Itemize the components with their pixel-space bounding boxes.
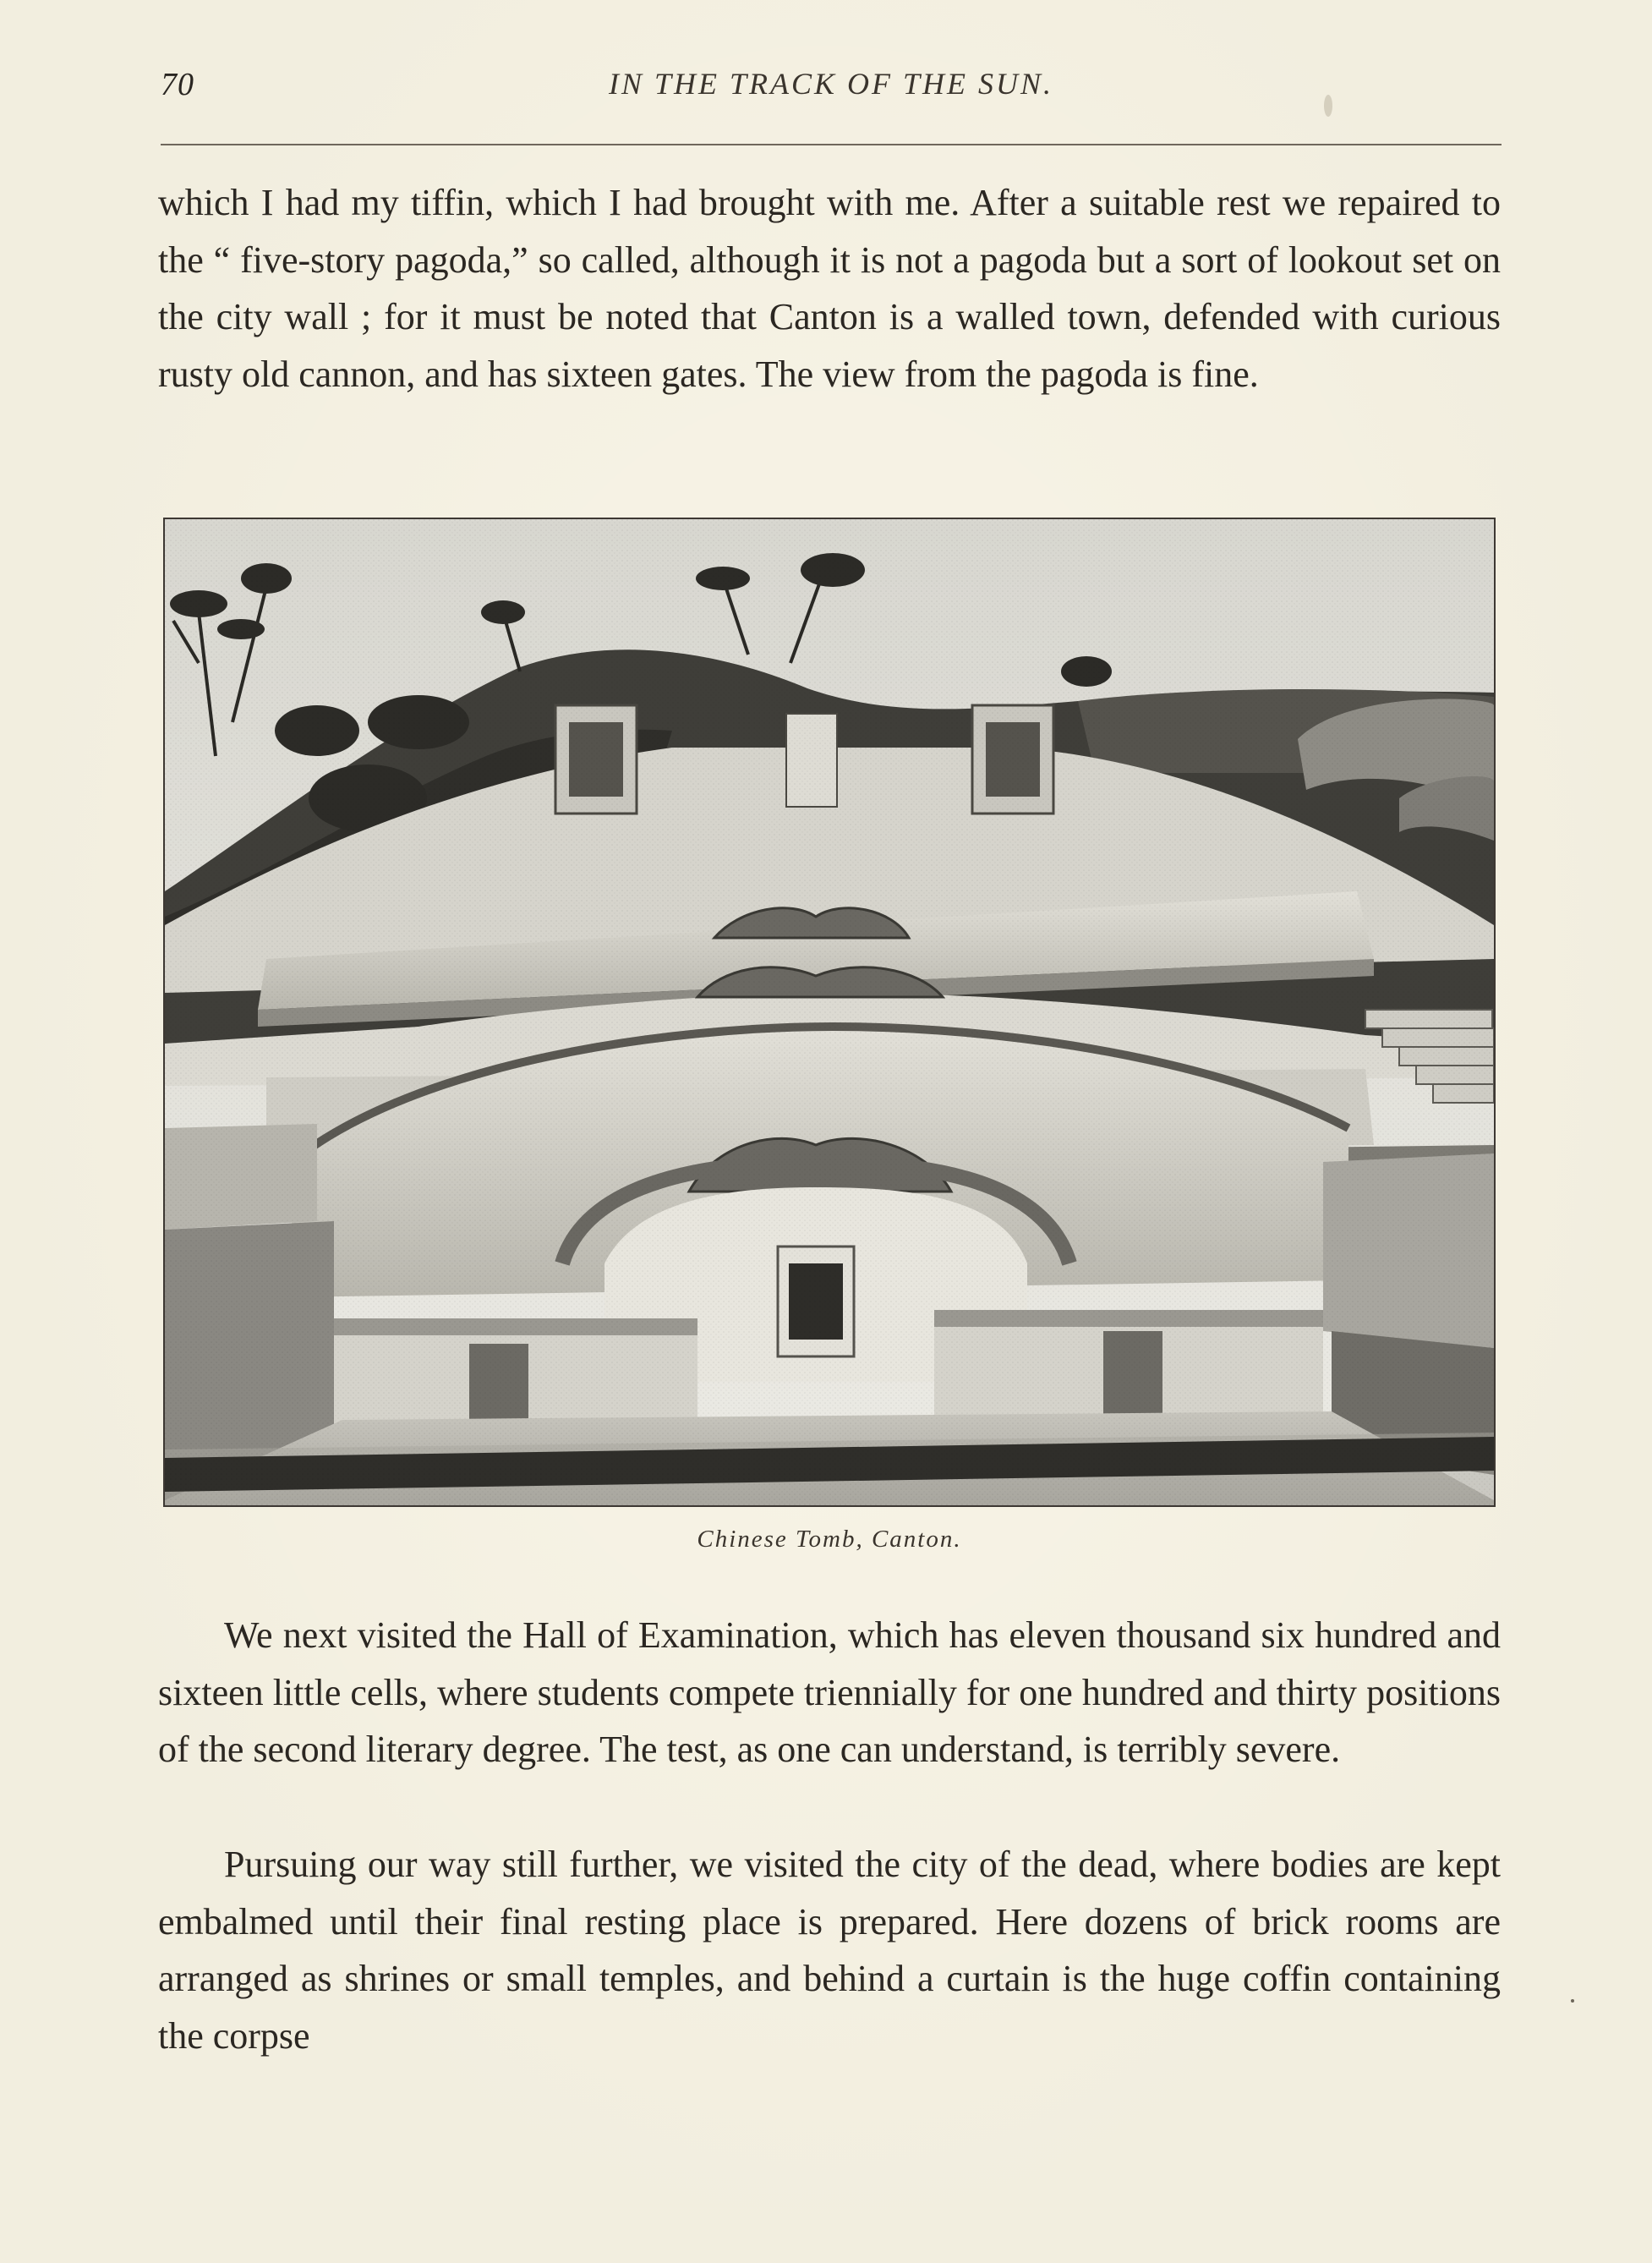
paragraph-city-of-the-dead: Pursuing our way still further, we visited the city of the dead, where bodies are kept embalmed until their final resting place is prepared. Here dozens of brick rooms are arranged as shrines or small temples, and behind a curtain is the huge coffin containing the corpse bbox=[158, 1844, 1501, 2057]
tomb-photograph bbox=[163, 518, 1496, 1507]
paper-smudge bbox=[1324, 95, 1332, 117]
running-title: IN THE TRACK OF THE SUN. bbox=[608, 67, 1054, 101]
page-number: 70 bbox=[161, 67, 194, 102]
paragraph-hall-of-examination: We next visited the Hall of Examination, which has eleven thousand six hundred and sixteen little cells, where students compete triennially for one hundred and thirty positions of the second literary degree. The test, as one can understand, is terribly severe. bbox=[158, 1614, 1501, 1770]
header-rule bbox=[161, 144, 1502, 145]
paragraph-tiffin: which I had my tiffin, which I had brought with me. After a suitable rest we repaired to the “ five-story pagoda,” so called, although it is not a pagoda but a sort of lookout set on the city wall ; for it must be noted that Canton is a walled town, defended with curious rusty old cannon, and has sixteen gates. The view from the pagoda is fine. bbox=[158, 182, 1501, 395]
tomb-illustration bbox=[165, 519, 1494, 1505]
paper-speck bbox=[1571, 1999, 1574, 2003]
running-head bbox=[161, 66, 1502, 108]
figure-caption: Chinese Tomb, Canton. bbox=[697, 1526, 962, 1553]
